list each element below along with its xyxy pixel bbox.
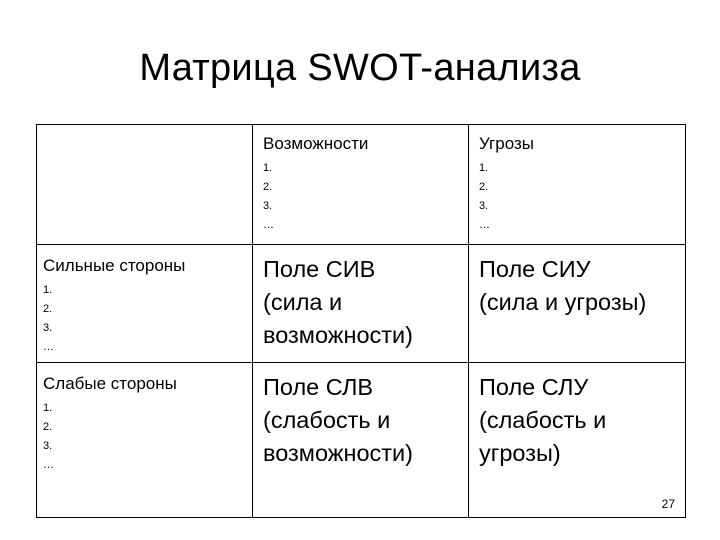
threats-list [479, 159, 490, 235]
field-weaknesses-threats [469, 363, 685, 517]
field-weaknesses-opportunities [253, 363, 469, 517]
list-item: 2. [263, 181, 273, 193]
field-label: Поле СИУ (сила и угрозы) [479, 256, 647, 315]
row-header-weaknesses [37, 363, 253, 517]
list-item: 3. [263, 200, 273, 212]
field-strengths-threats [469, 245, 685, 363]
opportunities-list [263, 159, 274, 235]
list-item: 2. [479, 181, 489, 193]
list-item: … [43, 341, 54, 353]
list-item: 2. [43, 421, 53, 433]
column-header-threats [469, 125, 685, 245]
list-item: 2. [43, 303, 53, 315]
list-item: 1. [479, 162, 489, 174]
field-strengths-opportunities [253, 245, 469, 363]
swot-matrix [36, 124, 686, 518]
list-item: 3. [479, 200, 489, 212]
field-label: Поле СЛУ (слабость и угрозы) [479, 374, 607, 466]
list-item: 1. [43, 284, 53, 296]
field-label: Поле СЛВ (слабость и возможности) [263, 374, 413, 466]
column-header-opportunities [253, 125, 469, 245]
matrix-corner-cell [37, 125, 253, 245]
column-header-label: Угрозы [479, 134, 534, 153]
list-item: 3. [43, 322, 53, 334]
page-number: 27 [661, 497, 675, 511]
weaknesses-list [43, 399, 54, 475]
field-label: Поле СИВ (сила и возможности) [263, 256, 413, 348]
row-header-strengths [37, 245, 253, 363]
row-header-label: Сильные стороны [43, 256, 186, 275]
list-item: … [43, 459, 54, 471]
list-item: … [263, 219, 274, 231]
column-header-label: Возможности [263, 134, 369, 153]
slide-title: Матрица SWOT-анализа [139, 47, 581, 89]
list-item: 1. [263, 162, 273, 174]
list-item: 3. [43, 440, 53, 452]
strengths-list [43, 281, 54, 357]
list-item: 1. [43, 402, 53, 414]
row-header-label: Слабые стороны [43, 374, 177, 393]
list-item: … [479, 219, 490, 231]
